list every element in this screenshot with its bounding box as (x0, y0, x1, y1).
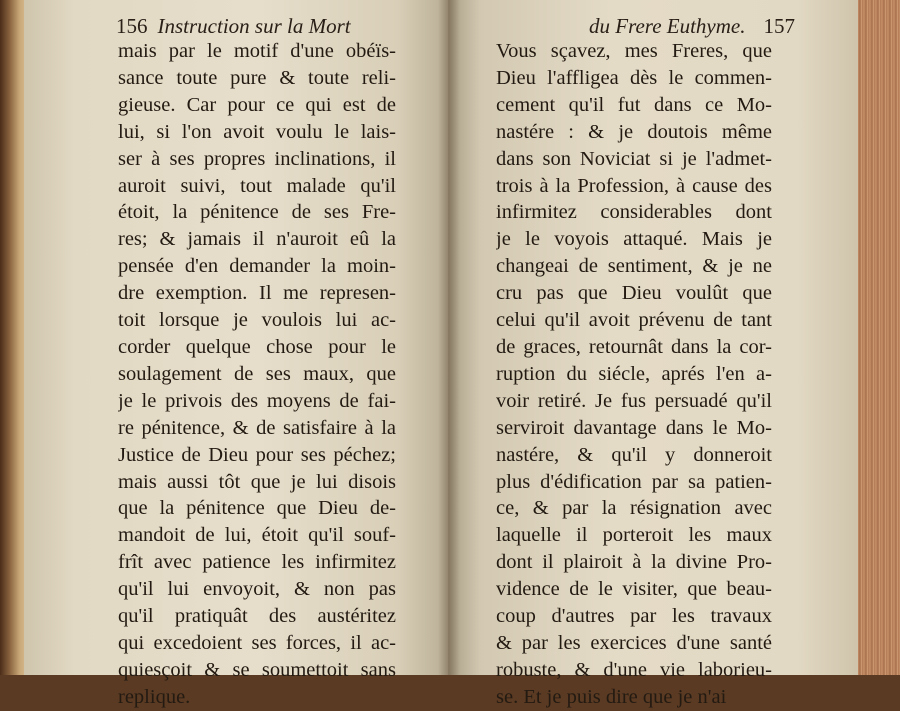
left-page-text-line: mandoit de lui, étoit qu'il souf- (118, 524, 396, 547)
right-page-text-line: de graces, retournât dans la cor- (496, 335, 772, 358)
left-page-text (118, 38, 396, 711)
right-page-text-line: Dieu l'affligea dès le commen- (496, 66, 772, 89)
left-page-text-line: étoit, la pénitence de ses Fre- (118, 201, 396, 224)
left-page-text-line: corder quelque chose pour le (118, 335, 396, 358)
right-page-text-line: je le voyois attaqué. Mais je (496, 228, 772, 251)
right-page-text-line: cement qu'il fut dans ce Mo- (496, 93, 772, 116)
right-page-text-line: cru pas que Dieu voulût que (496, 282, 772, 305)
book-gutter (438, 0, 460, 675)
right-page-text-line: trois à la Profession, à cause des (496, 174, 772, 197)
right-page-text-line: changeai de sentiment, & je ne (496, 255, 772, 278)
right-page-text-line: voir retiré. Je fus persuadé qu'il (496, 389, 772, 412)
left-page-text-line: re pénitence, & de satisfaire à la (118, 416, 396, 439)
left-page-text-line: frît avec patience les infirmitez (118, 551, 396, 574)
left-page-text-line: mais aussi tôt que je lui disois (118, 470, 396, 493)
right-page-text-line: dont il plairoit à la divine Pro- (496, 551, 772, 574)
left-running-head: Instruction sur la Mort (157, 14, 351, 38)
left-page-text-line: sance toute pure & toute reli- (118, 66, 396, 89)
right-page-text-line: dans son Noviciat si je l'admet- (496, 147, 772, 170)
left-page-text-line: toit lorsque je voulois lui ac- (118, 309, 396, 332)
left-page-number: 156 (116, 14, 148, 38)
left-page-text-line: auroit suivi, tout malade qu'il (118, 174, 396, 197)
right-running-head: du Frere Euthyme. (589, 14, 746, 38)
left-page-text-line: qui excedoient ses forces, il ac- (118, 631, 396, 654)
left-page-text-line: je le privois des moyens de fai- (118, 389, 396, 412)
left-page-text-line: mais par le motif d'une obéïs- (118, 40, 396, 62)
right-page-text-line: ce, & par la résignation avec (496, 497, 772, 520)
right-page-text-line: robuste, & d'une vie laborieu- (496, 658, 772, 681)
left-page-text-line: que la pénitence que Dieu de- (118, 497, 396, 520)
left-page-text-line: pensée d'en demander la moin- (118, 255, 396, 278)
left-page-text-line: ser à ses propres inclinations, il (118, 147, 396, 170)
left-page-text-line: soulagement de ses maux, que (118, 362, 396, 385)
right-page-text-line: serviroit davantage dans le Mo- (496, 416, 772, 439)
right-page-text-line: infirmitez considerables dont (496, 201, 772, 224)
right-page-header (555, 14, 795, 40)
left-page-text-line: quiesçoit & se soumettoit sans (118, 658, 396, 681)
right-page-text-line: coup d'autres par les travaux (496, 605, 772, 628)
left-page-text-line: gieuse. Car pour ce qui est de (118, 93, 396, 116)
right-page-text-line: nastére, & qu'il y donneroit (496, 443, 772, 466)
right-page-text-line: Vous sçavez, mes Freres, que (496, 40, 772, 62)
right-page-edges (856, 0, 900, 675)
left-page-text-line: qu'il pratiquât des austéritez (118, 605, 396, 628)
right-page-text-line: plus d'édification par sa patien- (496, 470, 772, 493)
right-page-text-line: vidence de le visiter, que beau- (496, 578, 772, 601)
right-page-text-line: laquelle il porteroit les maux (496, 524, 772, 547)
right-page-number: 157 (763, 14, 795, 38)
right-page-text-line: ruption du siécle, aprés l'en a- (496, 362, 772, 385)
left-page-text-line: res; & jamais il n'auroit eû la (118, 228, 396, 251)
left-page-text-line: lui, si l'on avoit voulu le lais- (118, 120, 396, 143)
right-page-text-line: se. Et je puis dire que je n'ai (496, 685, 727, 708)
left-page-text-line: replique. (118, 685, 191, 708)
right-page-text-line: nastére : & je doutois même (496, 120, 772, 143)
left-page-text-line: dre exemption. Il me represen- (118, 282, 396, 305)
left-page-text-line: Justice de Dieu pour ses péchez; (118, 443, 396, 466)
left-page-header (116, 14, 416, 40)
right-page-text (496, 38, 772, 711)
right-page-text-line: & par les exercices d'une santé (496, 631, 772, 654)
right-page-text-line: celui qu'il avoit prévenu de tant (496, 309, 772, 332)
left-page-text-line: qu'il lui envoyoit, & non pas (118, 578, 396, 601)
